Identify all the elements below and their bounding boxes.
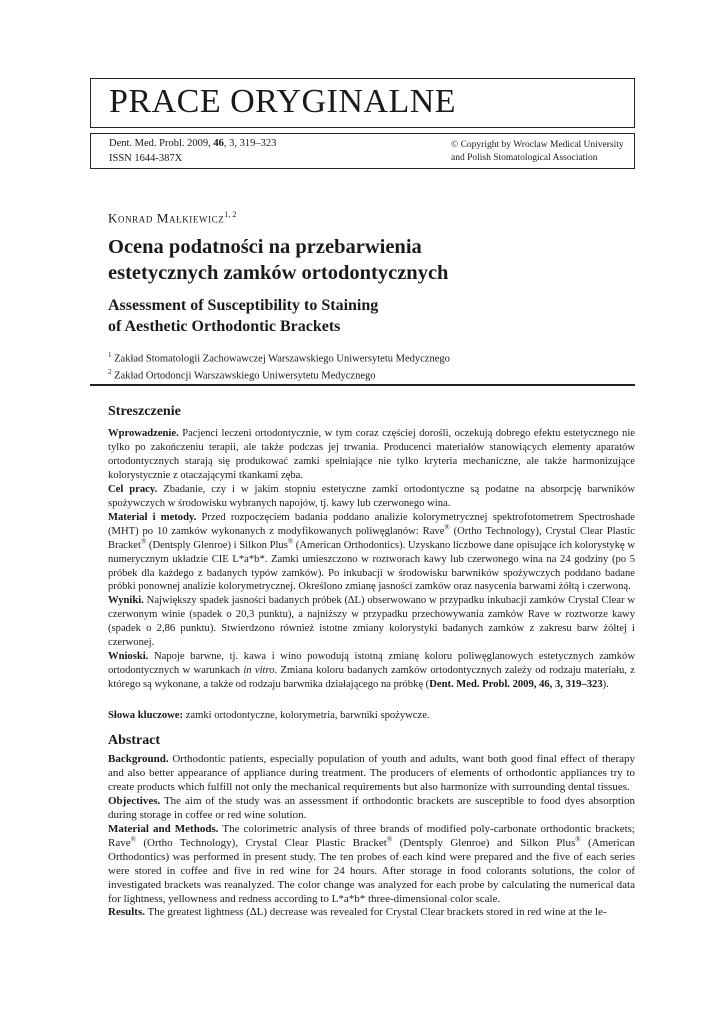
paragraph-results: Results. The greatest lightness (∆L) decrease was revealed for Crystal Clear brackets stored in red wine at the le- <box>108 906 607 919</box>
paragraph-wprowadzenie: Wprowadzenie. Pacjenci leczeni ortodontycznie, w tym coraz częściej dorośli, oczekują dobrego efektu estetycznego nie tylko po zakończeniu terapii, ale także podczas jej trwania. Producenci materiałów stanowiących elementy aparatów ortodontycznych starają się produkować zamki spełniające nie tylko kryteria mechaniczne, ale także harmonizujące kolorystycznie z otaczającymi tkankami zęba. <box>108 428 635 481</box>
author-affil-marks: 1, 2 <box>224 210 237 219</box>
title-polish: Ocena podatności na przebarwienia estetycznych zamków ortodontycznych <box>108 236 449 284</box>
horizontal-rule <box>90 384 635 386</box>
title-english: Assessment of Susceptibility to Staining of Aesthetic Orthodontic Brackets <box>108 297 379 335</box>
journal-section-header <box>90 78 635 128</box>
paragraph-background: Background. Orthodontic patients, especially population of youth and adults, want both good final effect of therapy and also better appearance of appliance during treatment. The producers of elements of orthodontic appliances try to create products which fulfill not only the mechanical requirements but also harmonize with surrounding dental tissues. <box>108 753 635 793</box>
affiliation-item: $^2$ Zakład Ortodoncji Warszawskiego Uniwersytetu Medycznego <box>108 368 376 382</box>
affiliation-item: $^1$ Zakład Stomatologii Zachowawczej Warszawskiego Uniwersytetu Medycznego <box>108 351 450 365</box>
abstract-body <box>108 753 635 920</box>
copyright-info: © Copyright by Wroclaw Medical University and Polish Stomatological Association <box>451 140 624 163</box>
keywords: Słowa kluczowe: zamki ortodontyczne, kolorymetria, barwniki spożywcze. <box>108 710 430 721</box>
paragraph-metody: Materiał i metody. Przed rozpoczęciem badania poddano analizie kolorymetrycznej spektrofotometrem Spectroshade (MHT) po 10 zamków wykonanych z modyfikowanych poliwęglanów: Rave® (Ortho Technology), Crystal Clear Plastic Bracket® (Dentsply Glenroe) i Silkon Plus® (American Orthodontics). Uzyskano liczbowe dane opisujące ich kolorystykę w numerycznym układzie CIE L*a*b*. Zamki umieszczono w roztworach kawy lub czerwonego wina na 24 godziny (po 5 próbek dla każdego z badanych typów zamków). Po inkubacji w środowisku barwników spożywczych poddano badane próbki ponownej analizie kolorymetrycznej. Określono zmianę jasności zamków oraz nasycenia barwami żółtą i czerwoną. <box>108 511 635 593</box>
author-line <box>108 210 236 226</box>
citation-line: Dent. Med. Probl. 2009, 46, 3, 319–323 <box>109 138 277 149</box>
section-title: PRACE ORYGINALNE <box>109 83 457 120</box>
streszczenie-body <box>108 427 635 692</box>
author-name: Konrad Małkiewicz <box>108 210 225 226</box>
streszczenie-heading: Streszczenie <box>108 404 181 419</box>
affiliations <box>108 349 628 384</box>
paragraph-wyniki: Wyniki. Największy spadek jasności badanych próbek (∆L) obserwowano w przypadku inkubacji zamków Crystal Clear w czerwonym winie (spadek o 20,3 punktu), a najniższy w przypadku przechowywania zamków Rave w roztworze kawy (spadek o 2,86 punktu). Stwierdzono również istotne zmiany kolorystyki badanych zamków z zakresu barw żółtej i czerwonej. <box>108 595 635 649</box>
paragraph-cel: Cel pracy. Zbadanie, czy i w jakim stopniu estetyczne zamki ortodontyczne są podatne na absorpcję barwników spożywczych w środowisku wybranych napojów, tj. kawy lub czerwonego wina. <box>108 483 635 509</box>
abstract-heading: Abstract <box>108 733 161 748</box>
citation-box <box>90 133 635 169</box>
paragraph-wnioski: Wnioski. Napoje barwne, tj. kawa i wino powodują istotną zmianę koloru poliwęglanowych estetycznych zamków ortodontycznych w warunkach in vitro. Zmiana koloru badanych zamków ortodontycznych zależy od rodzaju materiału, z którego są wykonane, a także od rodzaju barwnika działającego na próbkę (Dent. Med. Probl. 2009, 46, 3, 319–323). <box>108 651 635 691</box>
citation-info <box>109 137 276 166</box>
issn: ISSN 1644-387X <box>109 152 183 164</box>
paragraph-objectives: Objectives. The aim of the study was an assessment if orthodontic brackets are susceptible to food dyes absorption during storage in coffee or red wine solution. <box>108 794 635 821</box>
paragraph-methods: Material and Methods. The colorimetric analysis of three brands of modified poly-carbonate orthodontic brackets; Rave® (Ortho Technology), Crystal Clear Plastic Bracket® (Dentsply Glenroe) and Silkon Plus® (American Orthodontics) was performed in present study. The ten probes of each kind were prepared and the five of each series were stored in coffee and five in red wine for 24 hours. After storage in food colorants solutions, the color of investigated brackets was reanalyzed. The color change was analyzed for each probe by calculating the numerical data for lightness, yellowness and redness according to L*a*b* three-dimensional color scale. <box>108 822 635 905</box>
